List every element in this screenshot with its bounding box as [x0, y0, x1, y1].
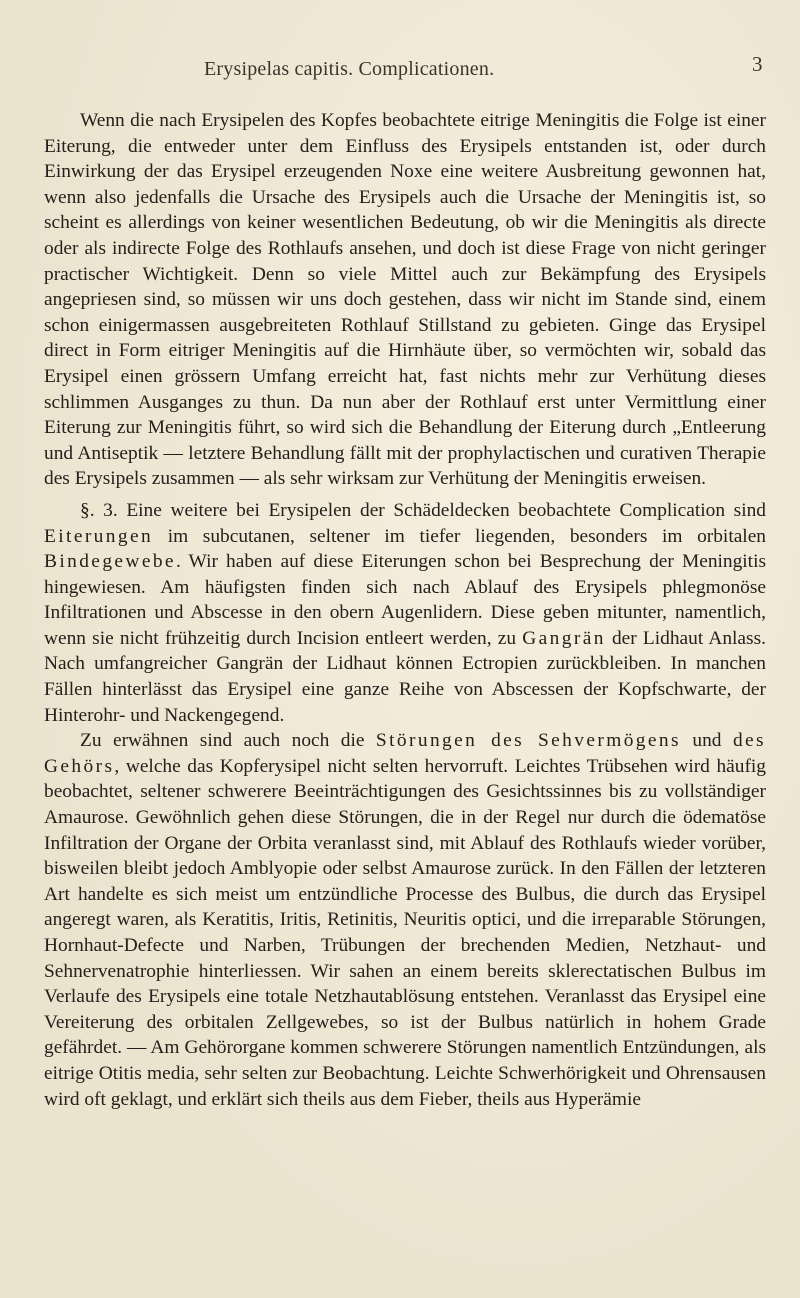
paragraph-text: §. 3. Eine weitere bei Erysipelen der Schädeldecken beobachtete Complication sind [80, 499, 766, 521]
paragraph-text: Wenn die nach Erysipelen des Kopfes beobachtete eitrige Meningitis die Folge ist einer Eiterung, die entweder unter dem Einfluss des Erysipels entstanden ist, oder durch Einwirkung der das Erysipel erzeugenden Noxe eine weitere Ausbreitung gewonnen hat, wenn also jedenfalls die Ursache des Erysipels auch die Ursache der Meningitis ist, so scheint es allerdings von keiner wesentlichen Bedeutung, ob wir die Meningitis als directe oder als indirecte Folge des Rothlaufs ansehen, und doch ist diese Frage von nicht geringer practischer Wichtigkeit. Denn so viele Mittel auch zur Bekämpfung des Erysipels angepriesen sind, so müssen wir uns doch gestehen, dass wir nicht im Stande sind, einem schon einigermassen ausgebreiteten Rothlauf Stillstand zu gebieten. Ginge das Erysipel direct in Form eitriger Meningitis auf die Hirnhäute über, so vermöchten wir, sobald das Erysipel einen grössern Umfang erreicht hat, fast nichts mehr zur Verhütung dieses schlimmen Ausganges zu thun. Da nun aber der Rothlauf erst unter Vermittlung einer Eiterung zur Meningitis führt, so wird sich die Behandlung der Eiterung durch „Entleerung und Antiseptik — letztere Behandlung fällt mit der prophylactischen und curativen Therapie des Erysipels zusammen — als sehr wirksam zur Verhütung der Meningitis erweisen. [44, 110, 766, 490]
paragraph-text: , welche das Kopferysipel nicht selten hervorruft. Leichtes Trübsehen wird häufig beobachtet, seltener schwerere Beeinträchtigungen des Gesichtssinnes bis zu vollständiger Amaurose. Gewöhnlich gehen diese Störungen, die in der Regel nur durch die ödematöse Infiltration der Organe der Orbita veranlasst sind, mit Ablauf des Rothlaufs wieder vorüber, bisweilen bleibt jedoch Amblyopie oder selbst Amaurose zurück. In den Fällen der letzteren Art handelte es sich meist um entzündliche Processe des Bulbus, die durch das Erysipel angeregt waren, als Keratitis, Iritis, Retinitis, Neuritis optici, und die irreparable Störungen, Hornhaut-Defecte und Narben, Trübungen der brechenden Medien, Netzhaut- und Sehnervenatrophie hinterliessen. Wir sahen an einem bereits sklerectatischen Bulbus im Verlaufe des Erysipels eine totale Netzhautablösung entstehen. Veranlasst das Erysipel eine Vereiterung des orbitalen Zellgewebes, so ist der Bulbus natürlich in hohem Grade gefährdet. — Am Gehörorgane kommen schwerere Störungen namentlich Entzündungen, als eitrige Otitis media, sehr selten zur Beobachtung. Leichte Schwerhörigkeit und Ohrensausen wird oft geklagt, und erklärt sich theils aus dem Fieber, theils aus Hyperämie [44, 755, 766, 1110]
emphasis-bindegewebe: Bindegewebe [44, 551, 176, 573]
paragraph-text: . Wir haben auf diese Eiterungen schon bei Besprechung der Meningitis hingewiesen. Am häufigsten finden sich nach Ablauf des Erysipels phlegmonöse Infiltrationen und Abscesse in den obern Augenlidern. Diese geben mitunter, namentlich, wenn sie nicht frühzeitig durch Incision entleert werden, zu [44, 551, 766, 649]
emphasis-gangraen: Gangrän [522, 627, 606, 649]
body-text [44, 108, 766, 1112]
emphasis-sehvermoegen: Störungen des Sehvermögens [375, 730, 681, 752]
paragraph-text: Zu erwähnen sind auch noch die [80, 730, 376, 752]
paragraph-text: der Lidhaut Anlass. Nach umfangreicher Gangrän der Lidhaut können Ectropien zurückbleiben. In manchen Fällen hinterlässt das Erysipel eine ganze Reihe von Abscessen der Kopfschwarte, der Hinterohr- und Nackengegend. [44, 627, 766, 726]
running-title: Erysipelas capitis. Complicationen. [204, 58, 495, 80]
running-header [0, 50, 800, 90]
paragraph-text: und [680, 730, 733, 752]
emphasis-eiterungen: Eiterungen [44, 525, 154, 547]
emphasis-gehoer: des Gehörs [44, 730, 766, 777]
paragraph-sinnesstoerungen [44, 728, 766, 1112]
paragraph-eiterungen [44, 498, 766, 728]
paragraph-meningitis [44, 108, 766, 492]
paragraph-text: im subcutanen, seltener im tiefer liegenden, besonders im orbitalen [153, 525, 766, 547]
page-number: 3 [752, 52, 763, 76]
